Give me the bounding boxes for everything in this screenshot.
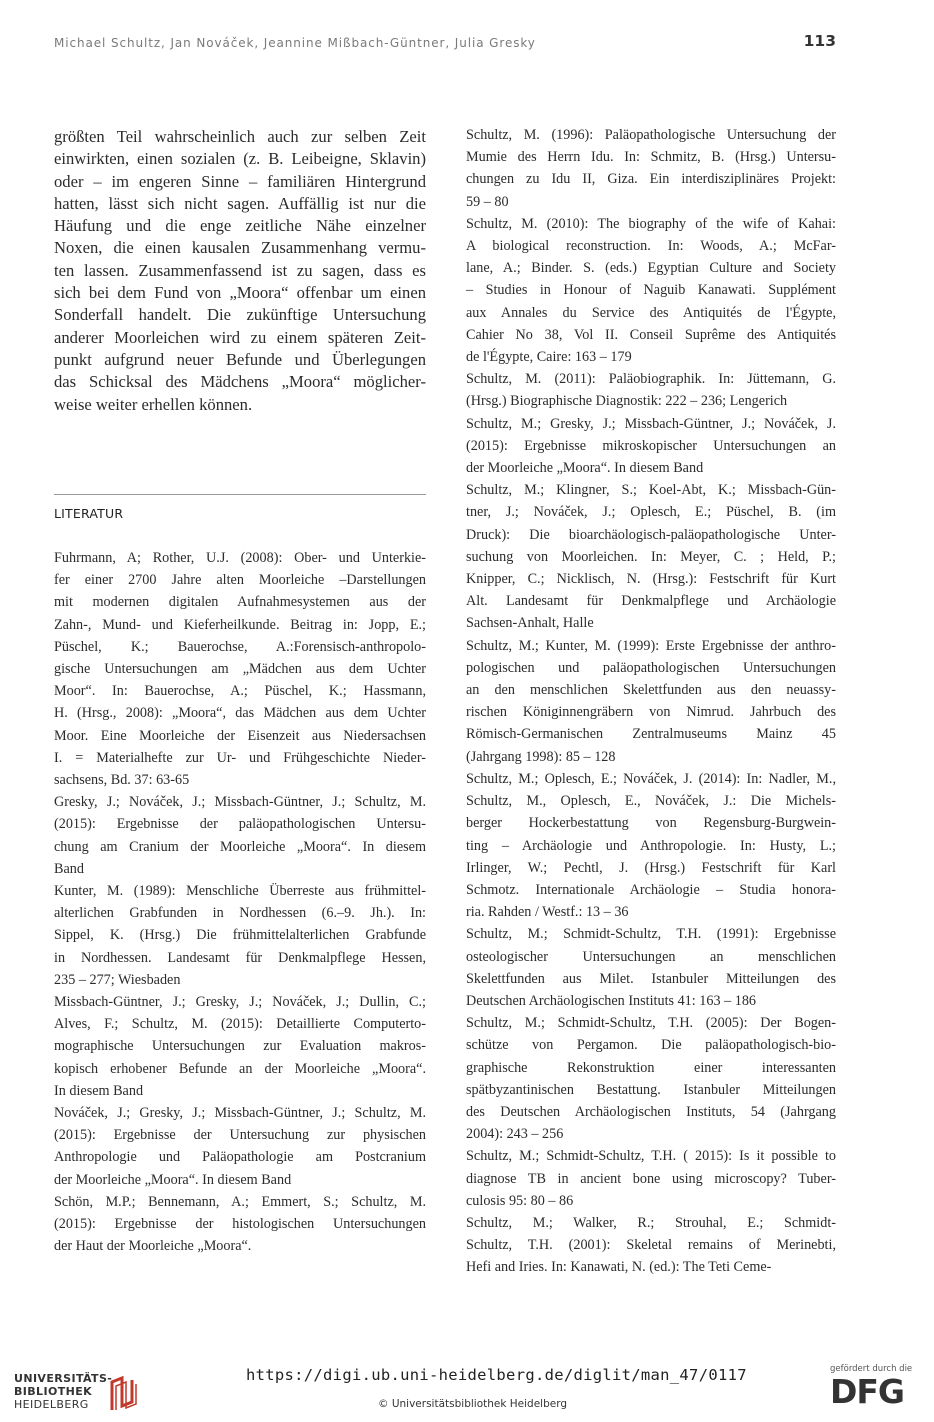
reference-entry (466, 923, 836, 1012)
reference-line: lane, A.; Binder. S. (eds.) Egyptian Culture and Society (466, 260, 836, 277)
running-header (54, 32, 836, 54)
reference-line: culosis 95: 80 – 86 (466, 1192, 574, 1209)
reference-line: Schultz, M.; Schmidt-Schultz, T.H. ( 2015): Is it possible to (466, 1148, 836, 1165)
reference-line: Druck): Die bioarchäologisch-paläopathologische Unter- (466, 526, 836, 543)
reference-entry (466, 635, 836, 768)
body-text-line: einwirkten, einen sozialen (z. B. Leibeigne, Sklavin) (54, 149, 426, 169)
reference-line: A biological reconstruction. In: Woods, A.; McFar- (466, 238, 836, 255)
library-mark-icon (108, 1376, 142, 1412)
reference-entry (466, 1145, 836, 1212)
reference-line: Schultz, M.; Kunter, M. (1999): Erste Ergebnisse der anthro- (466, 637, 836, 654)
copyright-notice: © Universitätsbibliothek Heidelberg (378, 1398, 568, 1410)
reference-line: Schultz, M.; Klingner, S.; Koel-Abt, K.; Missbach-Gün- (466, 482, 836, 499)
reference-entry (466, 479, 836, 634)
reference-line: pologischen und paläopathologischen Untersuchungen (466, 659, 836, 676)
reference-line: Alt. Landesamt für Denkmalpflege und Archäologie (466, 593, 836, 610)
logo-line-2: BIBLIOTHEK (14, 1385, 93, 1398)
reference-line: 59 – 80 (466, 193, 509, 210)
reference-entry (54, 880, 426, 991)
reference-line: Hefi and Iries. In: Kanawati, N. (ed.): The Teti Ceme- (466, 1259, 772, 1276)
dfg-wordmark: DFG (830, 1372, 905, 1411)
reference-line: diagnose TB in ancient bone using microscopy? Tuber- (466, 1170, 836, 1187)
reference-line: in Nordhessen. Landesamt für Denkmalpflege Hessen, (54, 949, 426, 966)
reference-line: Schultz, M.; Walker, R.; Strouhal, E.; Schmidt- (466, 1214, 836, 1231)
body-text-line: größten Teil wahrscheinlich auch zur selben Zeit (54, 127, 426, 146)
reference-line: osteologischer Untersuchungen an menschlichen (466, 948, 836, 965)
reference-line: (2015): Ergebnisse der paläopathologischen Untersu- (54, 816, 426, 833)
reference-line: Püschel, K.; Bauerochse, A.:Forensisch-anthropolo- (54, 638, 426, 655)
ub-heidelberg-logo[interactable] (14, 1372, 134, 1412)
reference-line: der Moorleiche „Moora“. In diesem Band (466, 460, 704, 477)
reference-line: Nováček, J.; Gresky, J.; Missbach-Güntner, J.; Schultz, M. (54, 1105, 426, 1122)
reference-entry (54, 991, 426, 1102)
logo-line-3: HEIDELBERG (14, 1398, 89, 1411)
reference-list-left (54, 547, 426, 1258)
reference-line: der Moorleiche „Moora“. In diesem Band (54, 1171, 292, 1188)
reference-line: (2015): Ergebnisse der Untersuchung zur physischen (54, 1127, 426, 1144)
reference-line: 235 – 277; Wiesbaden (54, 971, 181, 988)
reference-line: spätbyzantinischen Bestattung. Istanbuler Mitteilungen (466, 1081, 836, 1098)
body-text-line: weise weiter erhellen können. (54, 394, 253, 414)
page-footer (0, 1356, 934, 1422)
reference-entry (54, 1191, 426, 1258)
body-text-line: anderer Moorleichen wird zu einem späteren Zeit- (54, 327, 426, 347)
reference-entry (466, 213, 836, 368)
reference-line: aux Annales du Service des Antiquités de l'Égypte, (466, 304, 836, 321)
reference-entry (466, 124, 836, 213)
reference-line: – Studies in Honour of Naguib Kanawati. Supplément (466, 282, 836, 299)
dfg-funding-note: gefördert durch die (830, 1364, 913, 1374)
section-divider (54, 494, 426, 495)
reference-line: Schultz, M., Oplesch, E., Nováček, J.: Die Michels- (466, 793, 836, 810)
header-authors: Michael Schultz, Jan Nováček, Jeannine Mißbach-Güntner, Julia Gresky (54, 36, 536, 50)
body-paragraph (54, 125, 426, 416)
reference-line: fer einer 2700 Jahre alten Moorleiche –Darstellungen (54, 572, 426, 589)
reference-line: Irlinger, W.; Pechtl, J. (Hrsg.) Festschrift für Karl (466, 859, 836, 876)
reference-line: Missbach-Güntner, J.; Gresky, J.; Nováček, J.; Dullin, C.; (54, 994, 426, 1011)
reference-line: gische Untersuchungen am „Mädchen aus dem Uchter (54, 661, 426, 678)
reference-line: chungen zu Idu II, Giza. Ein interdisziplinäres Projekt: (466, 171, 836, 188)
reference-line: Schön, M.P.; Bennemann, A.; Emmert, S.; Schultz, M. (54, 1193, 426, 1210)
reference-entry (54, 791, 426, 880)
reference-line: Römisch-Germanischen Zentralmuseums Mainz 45 (466, 726, 836, 743)
reference-line: mit modernen digitalen Aufnahmesystemen aus der (54, 594, 426, 611)
reference-line: Anthropologie und Paläopathologie am Postcranium (54, 1149, 426, 1166)
reference-line: (Jahrgang 1998): 85 – 128 (466, 748, 616, 765)
reference-line: (2015): Ergebnisse mikroskopischer Untersuchungen an (466, 437, 836, 454)
reference-line: tner, J.; Nováček, J.; Oplesch, E.; Püschel, B. (im (466, 504, 836, 521)
reference-line: Knipper, C.; Nicklisch, N. (Hrsg.): Festschrift für Kurt (466, 571, 836, 588)
body-text-line: Häufung und die enge zeitliche Nähe einzelner (54, 216, 426, 236)
body-text-line: Noxen, die einen kausalen Zusammenhang vermu- (54, 238, 426, 258)
reference-line: mographische Untersuchungen zur Evaluation makros- (54, 1038, 426, 1055)
reference-line: Schultz, T.H. (2001): Skeletal remains of Merinebti, (466, 1237, 836, 1254)
reference-line: Schmotz. Internationale Archäologie – Studia honora- (466, 881, 836, 898)
reference-line: Band (54, 860, 84, 877)
reference-entry (54, 1102, 426, 1191)
reference-line: H. (Hrsg., 2008): „Moora“, das Mädchen aus dem Uchter (54, 705, 426, 722)
reference-list-right (466, 124, 836, 1279)
reference-line: ting – Archäologie und Anthropologie. In: Husty, L.; (466, 837, 836, 854)
reference-line: Schultz, M.; Schmidt-Schultz, T.H. (2005): Der Bogen- (466, 1015, 836, 1032)
reference-line: Gresky, J.; Nováček, J.; Missbach-Güntner, J.; Schultz, M. (54, 794, 426, 811)
digital-object-url-link[interactable]: https://digi.ub.uni-heidelberg.de/diglit/man_47/0117 (246, 1366, 747, 1384)
reference-line: Schultz, M. (2010): The biography of the wife of Kahai: (466, 215, 836, 232)
reference-line: Sippel, K. (Hrsg.) Die frühmittelalterlichen Grabfunde (54, 927, 426, 944)
reference-line: Moor. Eine Moorleiche der Eisenzeit aus Niedersachsen (54, 727, 426, 744)
reference-entry (466, 1212, 836, 1279)
reference-line: suchung von Moorleichen. In: Meyer, C. ; Held, P.; (466, 548, 836, 565)
reference-line: I. = Materialhefte zur Ur- und Frühgeschichte Nieder- (54, 749, 426, 766)
reference-entry (466, 768, 836, 923)
body-text-line: oder – im engeren Sinne – familiären Hintergrund (54, 171, 426, 191)
reference-line: rischen Königinnengräbern von Nimrud. Jahrbuch des (466, 704, 836, 721)
body-text-line: Sonderfall handelt. Die zukünftige Untersuchung (54, 305, 426, 325)
reference-line: In diesem Band (54, 1082, 144, 1099)
body-text-line: punkt aufgrund neuer Befunde und Überlegungen (54, 349, 426, 369)
reference-line: alterlichen Grabfunden in Nordhessen (6.–9. Jh.). In: (54, 905, 426, 922)
reference-line: ria. Rahden / Westf.: 13 – 36 (466, 904, 629, 921)
reference-line: chung am Cranium der Moorleiche „Moora“. In diesem (54, 838, 426, 855)
reference-entry (54, 547, 426, 791)
reference-line: Schultz, M.; Gresky, J.; Missbach-Güntner, J.; Nováček, J. (466, 415, 836, 432)
reference-line: de l'Égypte, Caire: 163 – 179 (466, 349, 632, 366)
reference-entry (466, 368, 836, 412)
left-column (54, 125, 426, 416)
body-text-line: das Schicksal des Mädchens „Moora“ möglicher- (54, 372, 426, 392)
reference-line: sachsens, Bd. 37: 63-65 (54, 772, 190, 789)
reference-line: Moor“. In: Bauerochse, A.; Püschel, K.; Hassmann, (54, 683, 426, 700)
reference-line: Skelettfunden aus Milet. Istanbuler Mitteilungen des (466, 970, 836, 987)
reference-line: des Deutschen Archäologischen Instituts, 54 (Jahrgang (466, 1103, 836, 1120)
reference-line: Schultz, M.; Oplesch, E.; Nováček, J. (2014): In: Nadler, M., (466, 770, 836, 787)
reference-line: berger Hockerbestattung von Regensburg-Burgwein- (466, 815, 836, 832)
reference-line: Fuhrmann, A; Rother, U.J. (2008): Ober- und Unterkie- (54, 550, 426, 566)
body-text-line: ten lassen. Zusammenfassend ist zu sagen, dass es (54, 260, 426, 280)
dfg-funding-logo[interactable] (826, 1364, 926, 1416)
literature-heading: LITERATUR (54, 506, 124, 521)
reference-line: Sachsen-Anhalt, Halle (466, 615, 594, 632)
reference-line: Cahier No 38, Vol II. Conseil Suprême des Antiquités (466, 326, 836, 343)
reference-line: Kunter, M. (1989): Menschliche Überreste aus frühmittel- (54, 883, 426, 900)
reference-line: Alves, F.; Schultz, M. (2015): Detaillierte Computerto- (54, 1016, 426, 1033)
reference-line: an den menschlichen Skelettfunden aus den neuassy- (466, 682, 836, 699)
reference-line: (2015): Ergebnisse der histologischen Untersuchungen (54, 1216, 426, 1233)
reference-line: graphische Rekonstruktion einer interessanten (466, 1059, 836, 1076)
page-number: 113 (803, 32, 836, 50)
reference-entry (466, 1012, 836, 1145)
reference-line: Mumie des Herrn Idu. In: Schmitz, B. (Hrsg.) Untersu- (466, 149, 836, 166)
reference-line: der Haut der Moorleiche „Moora“. (54, 1238, 252, 1255)
reference-line: Schultz, M. (2011): Paläobiographik. In: Jüttemann, G. (466, 371, 836, 388)
body-text-line: hatten, lässt sich nicht sagen. Auffällig ist nur die (54, 193, 426, 213)
reference-line: schütze von Pergamon. Die paläopathologisch-bio- (466, 1037, 836, 1054)
reference-line: kopisch erhobener Befunde an der Moorleiche „Moora“. (54, 1060, 426, 1077)
body-text-line: sich bei dem Fund von „Moora“ offenbar um einen (54, 283, 426, 303)
reference-line: Zahn-, Mund- und Kieferheilkunde. Beitrag in: Jopp, E.; (54, 616, 426, 633)
reference-line: Schultz, M.; Schmidt-Schultz, T.H. (1991): Ergebnisse (466, 926, 836, 943)
reference-line: (Hrsg.) Biographische Diagnostik: 222 – 236; Lengerich (466, 393, 788, 410)
reference-line: 2004): 243 – 256 (466, 1126, 564, 1143)
reference-entry (466, 413, 836, 480)
reference-line: Schultz, M. (1996): Paläopathologische Untersuchung der (466, 127, 836, 143)
reference-line: Deutschen Archäologischen Instituts 41: 163 – 186 (466, 992, 757, 1009)
logo-line-1: UNIVERSITÄTS- (14, 1372, 113, 1385)
